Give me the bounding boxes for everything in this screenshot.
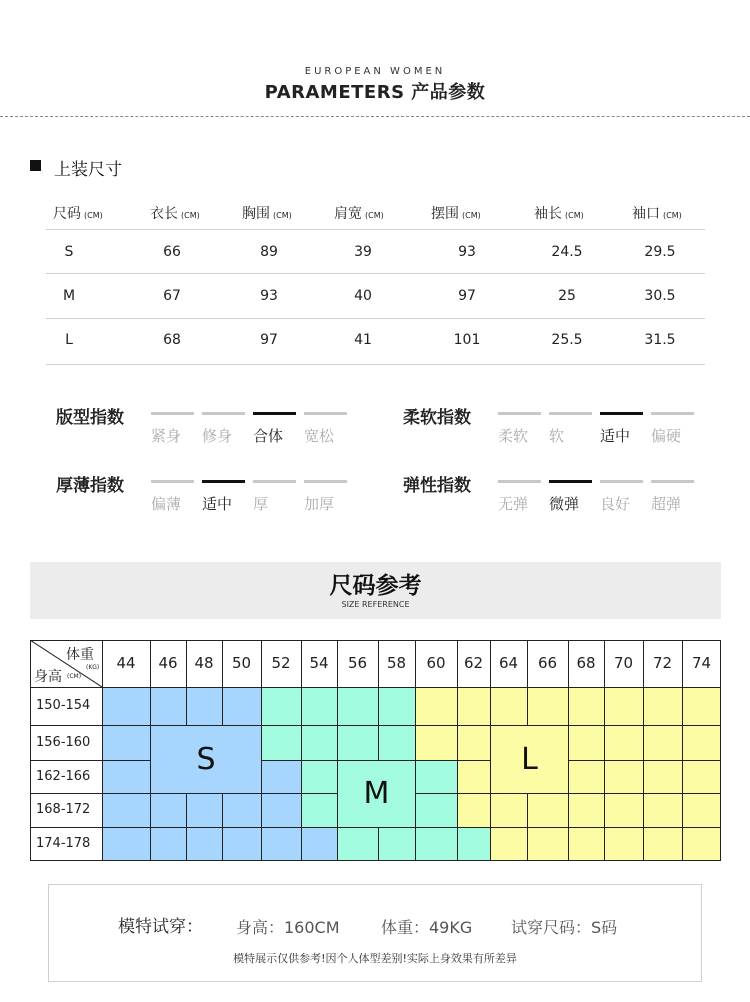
index-label: 版型指数	[56, 408, 124, 428]
index-bar	[304, 480, 347, 483]
column-header	[632, 203, 682, 223]
index-bar	[151, 412, 194, 415]
weight-header: 70	[613, 654, 634, 672]
size-cell: L	[65, 332, 73, 348]
measure-cell: 40	[354, 288, 372, 304]
model-size: 试穿尺码：S码	[511, 918, 618, 937]
measure-cell: 29.5	[644, 244, 676, 260]
weight-header: 62	[463, 654, 484, 672]
measure-cell: 39	[354, 244, 372, 260]
index-bar	[651, 412, 694, 415]
index-bar	[202, 412, 245, 415]
size-reference-subtitle: SIZE REFERENCE	[341, 600, 410, 609]
measure-cell: 24.5	[551, 244, 583, 260]
index-bar-selected	[253, 412, 296, 415]
weight-header: 56	[347, 654, 368, 672]
weight-header: 48	[194, 654, 214, 672]
height-header: 150-154	[36, 698, 91, 713]
column-unit: (CM)	[181, 211, 200, 220]
measure-cell: 101	[453, 332, 481, 348]
index-option: 超弹	[651, 495, 682, 513]
index-option: 修身	[202, 427, 233, 445]
measure-cell: 67	[163, 288, 181, 304]
index-bar	[151, 480, 194, 483]
corner-height-unit: (CM)	[67, 673, 82, 680]
measure-cell: 30.5	[644, 288, 676, 304]
measure-cell: 93	[458, 244, 476, 260]
size-region-fill	[337, 827, 490, 861]
grid-line	[30, 860, 721, 861]
weight-header: 74	[691, 654, 712, 672]
measure-cell: 25.5	[551, 332, 583, 348]
weight-header: 64	[498, 654, 519, 672]
weight-header: 54	[309, 654, 329, 672]
index-bar	[253, 480, 296, 483]
model-height: 身高：160CM	[236, 918, 340, 937]
size-region-fill	[261, 687, 415, 760]
model-note: 模特展示仅供参考!因个人体型差别!实际上身效果有所差异	[233, 952, 517, 965]
weight-header: 46	[158, 654, 178, 672]
table-row-divider	[46, 273, 705, 274]
column-unit: (CM)	[273, 211, 292, 220]
model-label: 模特试穿：	[118, 917, 203, 937]
weight-header: 68	[576, 654, 596, 672]
index-option: 柔软	[498, 427, 529, 445]
index-option: 合体	[253, 427, 284, 445]
measure-cell: 41	[354, 332, 372, 348]
corner-weight-label: 体重	[66, 647, 94, 663]
size-label-s: S	[150, 725, 262, 794]
index-bar-selected	[600, 412, 643, 415]
table-row-divider	[46, 318, 705, 319]
measure-cell: 66	[163, 244, 181, 260]
measure-cell: 25	[558, 288, 576, 304]
column-unit: (CM)	[565, 211, 584, 220]
index-option: 适中	[202, 495, 233, 513]
column-unit: (CM)	[462, 211, 481, 220]
column-header	[242, 203, 292, 223]
index-option: 无弹	[498, 495, 529, 513]
index-bar	[498, 480, 541, 483]
index-bar	[651, 480, 694, 483]
index-option: 宽松	[304, 427, 335, 445]
measure-cell: 97	[260, 332, 278, 348]
model-weight: 体重：49KG	[381, 918, 473, 937]
column-name: 袖口	[632, 206, 660, 222]
grid-line	[30, 687, 721, 688]
weight-header: 52	[271, 654, 291, 672]
size-reference-grid	[30, 640, 721, 861]
weight-header: 72	[652, 654, 673, 672]
index-option: 微弹	[549, 495, 580, 513]
weight-header: 50	[231, 654, 252, 672]
index-label: 厚薄指数	[56, 476, 124, 496]
corner-weight-unit: (KG)	[86, 664, 100, 671]
height-header: 156-160	[36, 735, 91, 750]
index-bar-selected	[202, 480, 245, 483]
column-unit: (CM)	[84, 211, 103, 220]
measure-cell: 31.5	[644, 332, 676, 348]
size-reference-title: 尺码参考	[329, 573, 422, 599]
table-row-divider	[46, 229, 705, 230]
column-header	[53, 203, 103, 223]
weight-header: 66	[537, 654, 558, 672]
size-cell: S	[64, 244, 74, 260]
index-option: 良好	[600, 495, 631, 513]
index-bar	[600, 480, 643, 483]
index-label: 弹性指数	[403, 476, 471, 496]
measure-cell: 89	[260, 244, 278, 260]
index-bar	[304, 412, 347, 415]
index-option: 偏硬	[651, 427, 682, 445]
column-name: 摆围	[431, 206, 459, 222]
index-option: 软	[549, 427, 565, 445]
column-unit: (CM)	[365, 211, 384, 220]
column-name: 衣长	[150, 206, 178, 222]
measure-cell: 93	[260, 288, 278, 304]
index-option: 厚	[253, 495, 269, 513]
index-bar	[549, 412, 592, 415]
height-header: 174-178	[36, 836, 91, 851]
header-title: PARAMETERS 产品参数	[264, 82, 486, 103]
column-name: 袖长	[534, 206, 562, 222]
header-divider	[0, 116, 750, 117]
measure-cell: 68	[163, 332, 181, 348]
height-header: 162-166	[36, 769, 91, 784]
index-label: 柔软指数	[403, 408, 471, 428]
table-row-divider	[46, 364, 705, 365]
weight-header: 60	[426, 654, 446, 672]
corner-height-label: 身高	[34, 669, 62, 685]
column-header	[334, 203, 384, 223]
size-label-l: L	[490, 725, 569, 794]
column-header	[534, 203, 584, 223]
column-name: 肩宽	[334, 206, 362, 222]
section-marker-square	[30, 160, 41, 171]
index-option: 加厚	[304, 495, 335, 513]
column-header	[431, 203, 481, 223]
weight-header: 44	[116, 654, 136, 672]
index-option: 紧身	[151, 427, 182, 445]
height-header: 168-172	[36, 802, 91, 817]
grid-line	[30, 725, 721, 726]
header-subtitle: EUROPEAN WOMEN	[304, 66, 446, 77]
size-label-m: M	[337, 760, 416, 828]
weight-header: 58	[386, 654, 407, 672]
column-unit: (CM)	[663, 211, 682, 220]
size-cell: M	[62, 288, 76, 304]
index-bar-selected	[549, 480, 592, 483]
section-title: 上装尺寸	[54, 160, 122, 180]
column-name: 胸围	[242, 206, 270, 222]
column-header	[150, 203, 200, 223]
measure-cell: 97	[458, 288, 476, 304]
index-option: 适中	[600, 427, 631, 445]
index-bar	[498, 412, 541, 415]
size-region-fill	[490, 827, 721, 861]
index-option: 偏薄	[151, 495, 182, 513]
column-name: 尺码	[53, 206, 81, 222]
